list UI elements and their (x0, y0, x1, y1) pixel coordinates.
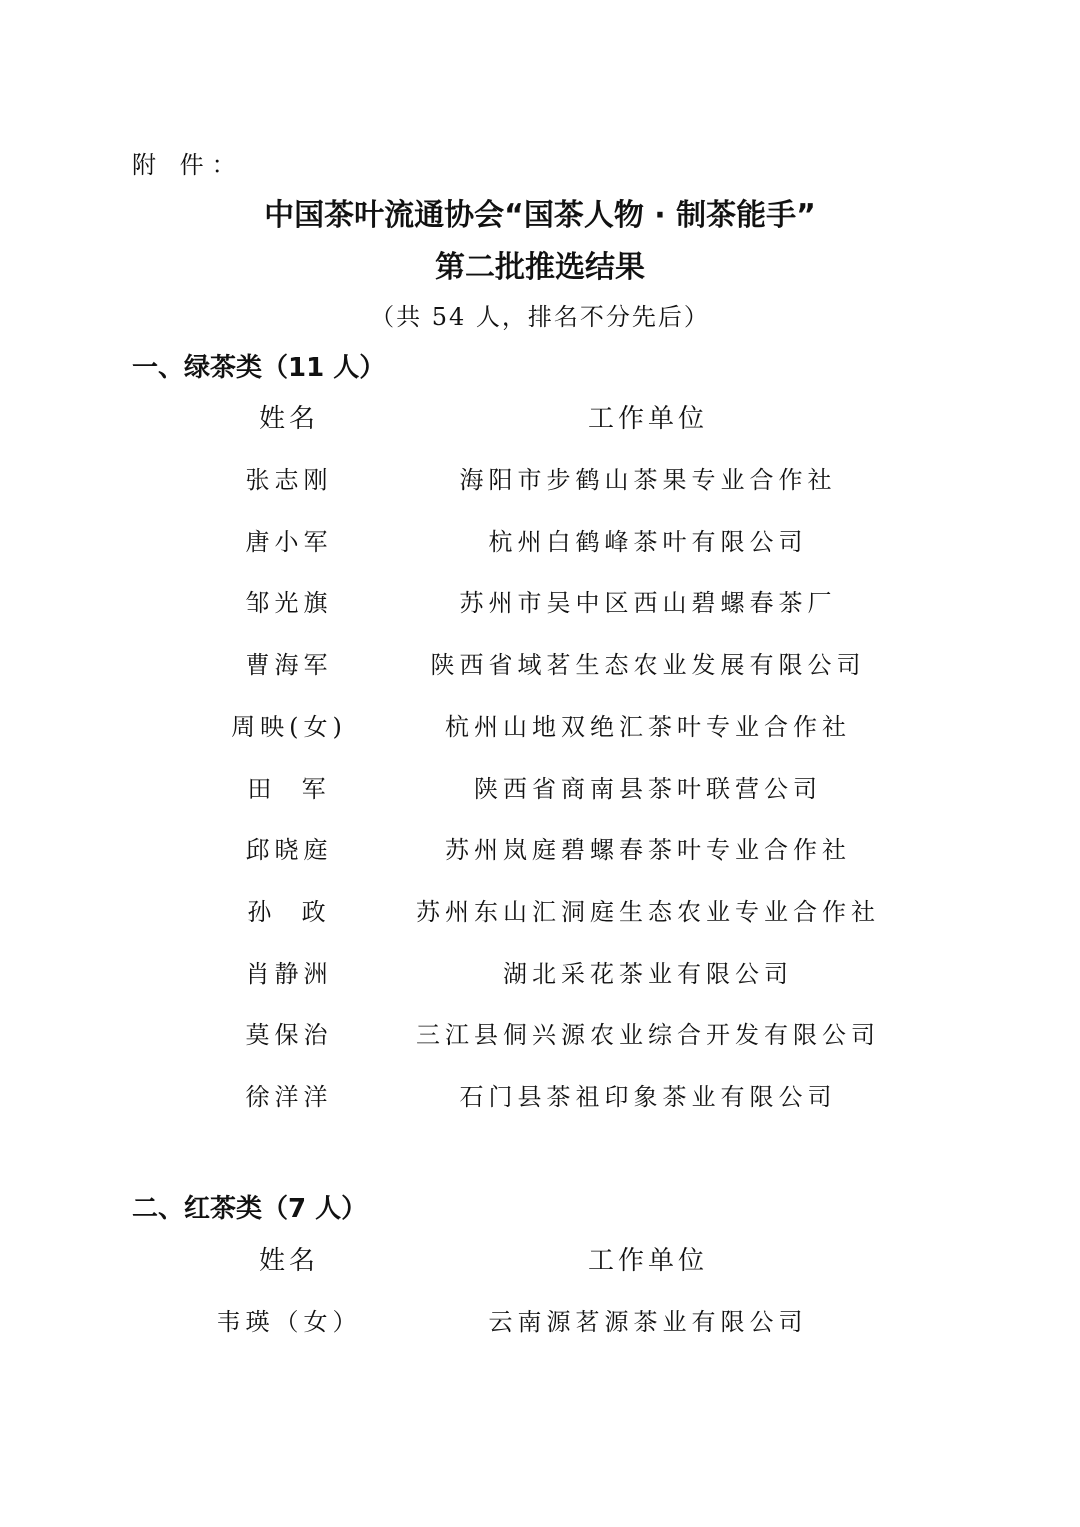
attachment-label: 附 件： (132, 151, 244, 179)
column-header-unit: 工作单位 (587, 1246, 708, 1276)
work-unit: 陕西省域茗生态农业发展有限公司 (430, 651, 866, 680)
table-row (0, 954, 1080, 994)
table-row (0, 460, 1080, 500)
table-header (0, 1240, 1080, 1280)
person-name: 莫保治 (245, 1021, 333, 1050)
person-name: 孙 政 (247, 897, 331, 926)
table-row (0, 1302, 1080, 1342)
work-unit: 陕西省商南县茶叶联营公司 (474, 774, 822, 803)
person-name: 田 军 (247, 774, 331, 803)
table-row (0, 707, 1080, 747)
table-row (0, 583, 1080, 623)
column-header-name: 姓名 (258, 404, 319, 434)
person-name: 周映(女) (231, 712, 347, 741)
table-header (0, 398, 1080, 438)
table-row (0, 830, 1080, 870)
work-unit: 三江县侗兴源农业综合开发有限公司 (416, 1021, 880, 1050)
person-name: 肖静洲 (245, 959, 333, 988)
column-header-name: 姓名 (258, 1246, 319, 1276)
table-row (0, 892, 1080, 932)
table-row (0, 769, 1080, 809)
work-unit: 苏州市吴中区西山碧螺春茶厂 (459, 589, 837, 618)
column-header-unit: 工作单位 (587, 404, 708, 434)
table-row (0, 645, 1080, 685)
person-name: 唐小军 (245, 527, 333, 556)
section-heading: 一、绿茶类（11 人） (132, 353, 386, 383)
document-title: 中国茶叶流通协会“国茶人物 · 制茶能手” (264, 198, 816, 233)
table-row (0, 522, 1080, 562)
person-name: 邱晓庭 (245, 836, 333, 865)
document-subtitle: （共 54 人，排名不分先后） (370, 303, 710, 331)
person-name: 张志刚 (245, 466, 333, 494)
work-unit: 石门县茶祖印象茶业有限公司 (459, 1083, 837, 1111)
person-name: 韦瑛（女） (216, 1308, 362, 1336)
work-unit: 苏州岚庭碧螺春茶叶专业合作社 (445, 836, 851, 865)
person-name: 曹海军 (245, 651, 333, 680)
document-title-line2: 第二批推选结果 (435, 250, 645, 285)
work-unit: 杭州山地双绝汇茶叶专业合作社 (445, 712, 851, 741)
work-unit: 湖北采花茶业有限公司 (503, 959, 793, 988)
work-unit: 云南源茗源茶业有限公司 (488, 1308, 808, 1336)
table-row (0, 1077, 1080, 1117)
work-unit: 杭州白鹤峰茶叶有限公司 (488, 527, 808, 556)
person-name: 徐洋洋 (245, 1083, 333, 1111)
work-unit: 海阳市步鹤山茶果专业合作社 (459, 466, 837, 494)
work-unit: 苏州东山汇洞庭生态农业专业合作社 (416, 897, 880, 926)
table-row (0, 1015, 1080, 1055)
person-name: 邹光旗 (245, 589, 333, 618)
section-heading: 二、红茶类（7 人） (132, 1194, 368, 1224)
